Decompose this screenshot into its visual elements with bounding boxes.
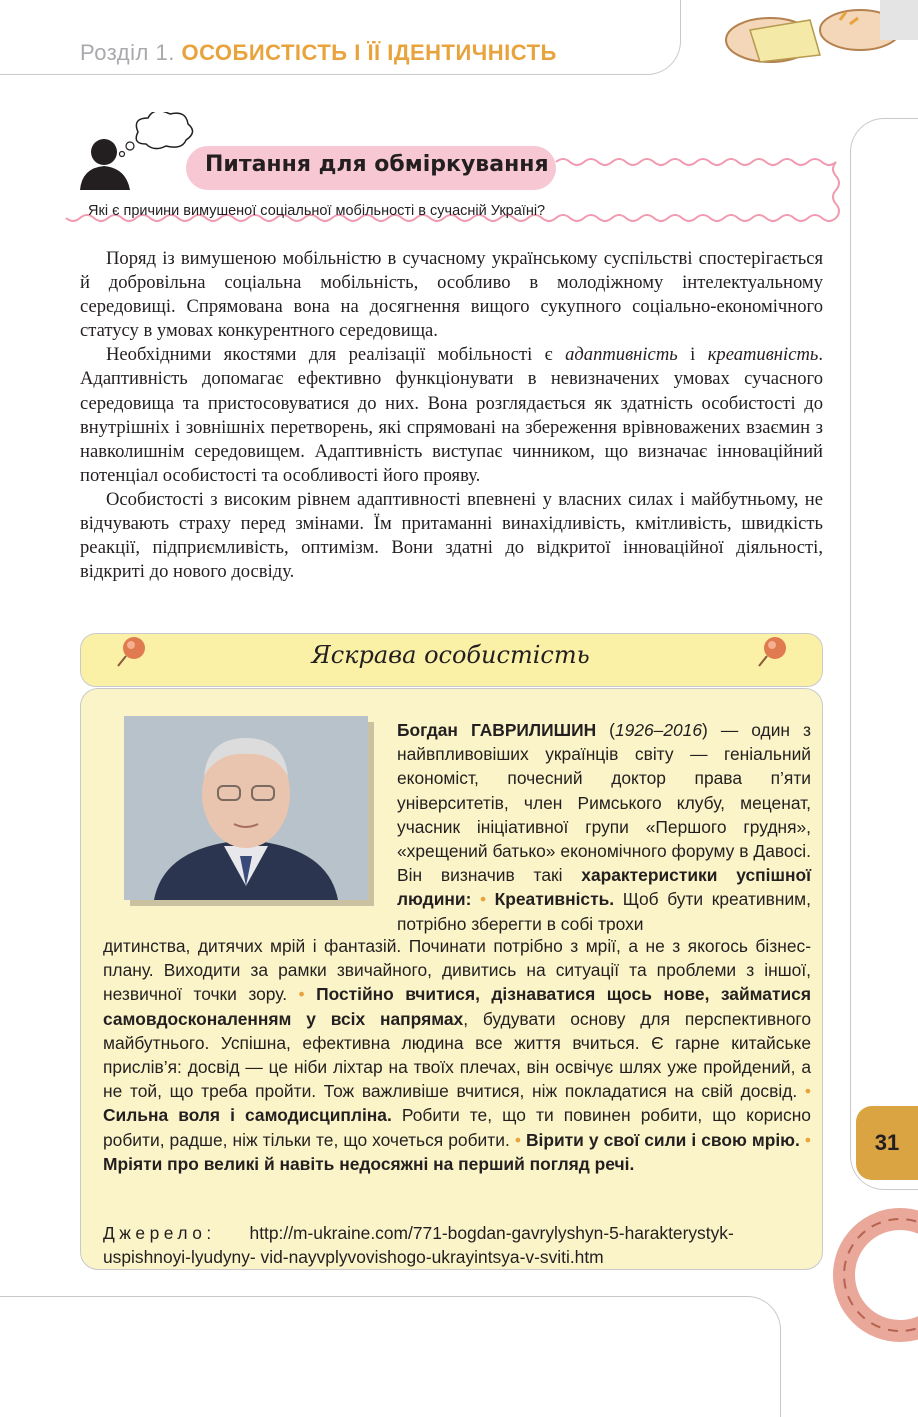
portrait-photo (124, 716, 368, 900)
running-header (80, 40, 557, 66)
trait-creativity-text-cont: дитинства, дитячих мрій і фантазій. Починати потрібно з мрії, а не з якогось бізнес-плану. Виходити за рамки звичайного, дивитись на ситуації та проблеми з іншої, незвичної точки зору. (103, 936, 811, 1005)
question-text: Які є причини вимушеної соціальної мобільності в сучасній Україні? (88, 203, 546, 219)
section-label: Розділ 1. (80, 40, 175, 65)
page-number: 31 (856, 1106, 918, 1180)
body-text (80, 247, 823, 584)
hands-illustration-bottom (830, 1190, 918, 1360)
person-years: 1926–2016 (614, 720, 703, 740)
trait-learning: Постійно вчитися, дізнаватися щось нове, займатися самовдосконаленням у всіх напрямах (103, 984, 812, 1029)
biography-continued (103, 934, 811, 1176)
trait-willpower: Сильна воля і самодисципліна. (103, 1105, 392, 1126)
person-name: Богдан ГАВРИЛИШИН (397, 720, 597, 740)
source-url[interactable]: http://m-ukraine.com/771-bogdan-gavrylyshyn-5-harakterystyk-uspishnoyi-lyudyny- vid-nayvplyvovishogo-ukrayintsya-v-sviti.htm (103, 1223, 734, 1268)
page-edge-tab (850, 118, 918, 1190)
paragraph-2-and: і (677, 344, 708, 366)
bullet-4: • (514, 1129, 521, 1150)
bullet-3: • (804, 1081, 811, 1102)
paragraph-2-start: Необхідними якостями для реалізації мобільності є (106, 344, 566, 366)
biography-intro (397, 718, 811, 936)
trait-willpower-text: Робити те, що ти повинен робити, що корисно робити, радше, ніж тільки те, що хочеться робити. (103, 1105, 811, 1150)
paragraph-3: Особистості з високим рівнем адаптивності впевнені у власних силах і майбутньому, не відчувають страху перед змінами. Їм притаманні винахідливість, кмітливість, швидкість реакції, підприємливість, оптимізм. Вони здатні до відкритої інноваційної діяльності, відкриті до нового досвіду. (80, 488, 823, 583)
footer-frame (0, 1296, 781, 1417)
bullet-5: • (804, 1129, 811, 1150)
term-creativity: креативність (707, 344, 819, 366)
paragraph-1: Поряд із вимушеною мобільністю в сучасному українському суспільстві спостерігається й добровільна соціальна мобільність, особливо в молодіжному інтелектуальному середовищі. Спрямована вона на досягнення вищого сукупного соціально-економічного статусу в умовах конкурентного середовища. (80, 248, 823, 342)
portrait-drawing (124, 716, 368, 900)
source-label: Джерело: (103, 1223, 216, 1243)
bio-intro-text: ) — один з найвпливовіших українців світу — геніальний економіст, почесний доктор права п’яти університетів, член Римського клубу, меценат, учасник ініціативної групи «Першого грудня», «хрещений батько» економічного форуму в Давосі. Він визначив такі (397, 720, 812, 886)
question-title: Питання для обміркування (205, 152, 549, 177)
term-adaptivity: адаптивність (565, 344, 678, 366)
bullet-2: • (298, 984, 305, 1005)
trait-creativity: Креативність. (494, 889, 615, 910)
source-citation (103, 1221, 811, 1269)
section-title: ОСОБИСТІСТЬ І ЇЇ ІДЕНТИЧНІСТЬ (181, 40, 557, 65)
characteristics-label: характеристики успішної людини: (397, 865, 811, 910)
trait-creativity-text: Щоб бути креативним, потрібно зберегти в собі трохи (397, 889, 811, 934)
trait-belief: Вірити у свої сили і свою мрію. (525, 1129, 800, 1150)
paragraph-2-rest: . Адаптивність допомагає ефективно функціонувати в невизначених умовах сучасного середовища та пристосовуватися до них. Вона розглядається як здатність особистості до внутрішніх і зовнішніх перетворень, які спрямовані на збереження врівноважених взаємин з навколишнім середовищем. Адаптивність виступає чинником, що визначає інноваційний потенціал особистості та особливості його прояву. (80, 344, 823, 486)
bio-paren-open: ( (596, 720, 615, 740)
paragraph-2 (80, 343, 823, 488)
trait-learning-text: , будувати основу для перспективного майбутнього. Успішна, ефективна людина все життя вчиться. Є гарне китайське прислів’я: досвід — це ніби ліхтар на твоїх плечах, він освічує шлях уже пройдений, а не той, що треба пройти. Тож важливіше вчитися, ніж покладатися на свій досвід. (103, 1008, 811, 1102)
bullet-1: • (479, 889, 487, 910)
bright-personality-title: Яскрава особистість (311, 641, 590, 669)
hands-illustration-top (690, 0, 918, 78)
trait-dreaming: Мріяти про великі й навіть недосяжні на перший погляд речі. (103, 1153, 635, 1174)
